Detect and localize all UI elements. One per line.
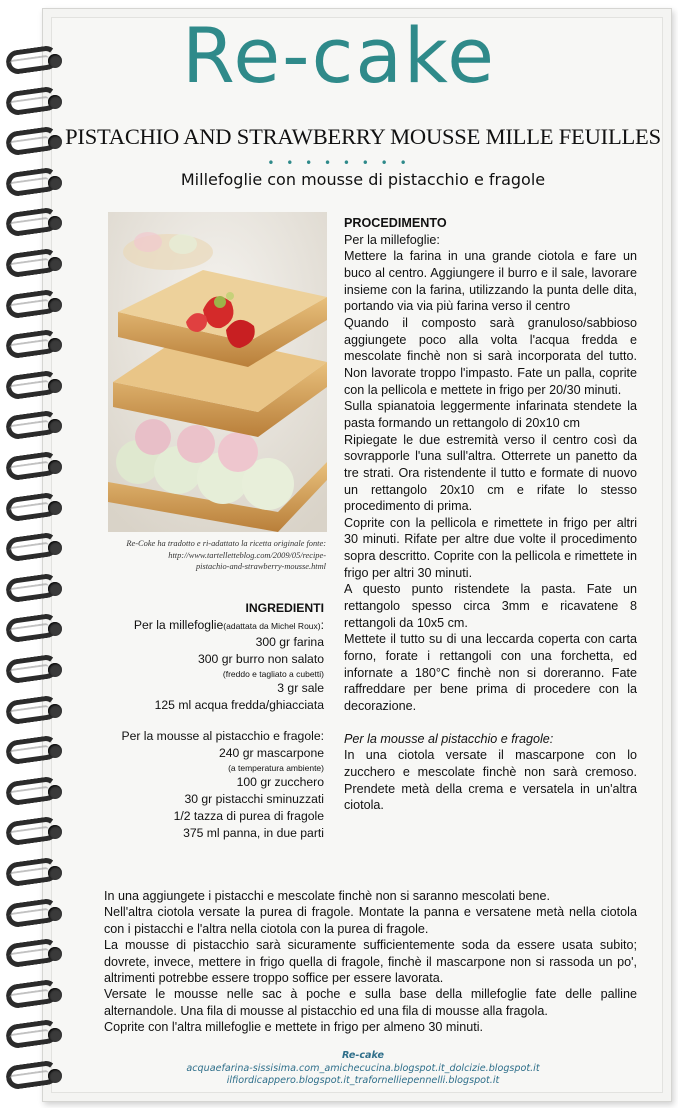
procedure-continued (104, 888, 637, 1036)
binding-hole (48, 582, 62, 596)
ingredient-item: 300 gr burro non salato (197, 652, 324, 666)
footer-brand: Re-cake (341, 1050, 385, 1061)
binding-hole (48, 501, 62, 515)
binding-hole (48, 257, 62, 271)
ingredient-item: 100 gr zucchero (236, 775, 324, 789)
procedure-paragraph: Versate le mousse nelle sac à poche e sulla base della millefoglie fate delle palline alternandole. Una fila di mousse al pistacchio ed una fila di mousse alla fragola. (104, 987, 637, 1018)
binding-hole (48, 907, 62, 921)
procedure-paragraph: La mousse di pistacchio sarà sicuramente sufficientemente soda da essere usata subito; dovrete, invece, mettere in frigo quella di fragole, finchè il mascarpone non si rassoda un po', altrimenti potrebbe essere troppo soffice per essere lavorata. (104, 938, 637, 986)
millefoglie-colon: : (320, 618, 324, 632)
binding-hole (48, 419, 62, 433)
procedure-paragraph: Sulla spianatoia leggermente infarinata stendete la pasta formando un rettangolo di 20x10 cm (344, 399, 637, 430)
binding-hole (48, 95, 62, 109)
mousse-procedure-subheading: Per la mousse al pistacchio e fragole: (344, 731, 554, 746)
procedure-subheading: Per la millefoglie: (344, 232, 440, 247)
ingredient-item: 30 gr pistacchi sminuzzati (184, 792, 324, 806)
procedure-paragraph: A questo punto ristendete la pasta. Fate un rettangolo spesso circa 3mm e ricavatene 8 rettangoli da 10x5 cm. (344, 582, 637, 630)
binding-hole (48, 988, 62, 1002)
title-divider: • • • • • • • • (267, 156, 411, 170)
ingredients-section (100, 600, 324, 842)
caption-line: Re-Coke ha tradotto e ri-adattato la ricetta originale fonte: (126, 539, 326, 548)
ingredient-item: 3 gr sale (277, 681, 324, 695)
procedure-paragraph: Nell'altra ciotola versate la purea di fragole. Montate la panna e versatene metà nella ciotola con i pistacchi e l'altra nella ciotola con la purea di fragole. (104, 905, 637, 936)
caption-source-link[interactable]: pistachio-and-strawberry-mousse.html (195, 562, 326, 571)
ingredient-item: 125 ml acqua fredda/ghiacciata (154, 698, 324, 712)
procedure-paragraph: Mettere la farina in una grande ciotola e fare un buco al centro. Aggiungere il burro e il sale, lavorare insieme con la farina, utilizzando la punta delle dita, portando via via più farina verso il centro (344, 249, 637, 314)
millefoglie-note: (adattata da Michel Roux) (223, 621, 321, 631)
photo-caption (100, 538, 326, 573)
binding-hole (48, 379, 62, 393)
binding-hole (48, 1028, 62, 1042)
procedure-section (344, 215, 637, 814)
procedure-heading: PROCEDIMENTO (344, 216, 447, 230)
mille-feuille-illustration (108, 212, 327, 532)
procedure-paragraph: Coprite con l'altra millefoglie e mettete in frigo per almeno 30 minuti. (104, 1020, 483, 1035)
binding-hole (48, 298, 62, 312)
ingredient-item: 240 gr mascarpone (218, 746, 324, 760)
binding-hole (48, 866, 62, 880)
binding-hole (48, 622, 62, 636)
ingredient-item: 375 ml panna, in due parti (183, 826, 324, 840)
procedure-paragraph: Ripiegate le due estremità verso il centro così da sovrapporle l'una sull'altra. Otterrete un panetto da tre strati. Ora ristendente il tutto e formate di nuovo un rettangolo 20x10 cm e rifate lo stesso procedimento di prima. (344, 432, 637, 514)
binding-hole (48, 541, 62, 555)
caption-source-link[interactable]: http://www.tartelletteblog.com/2009/05/recipe- (168, 550, 326, 560)
ingredient-note: (freddo e tagliato a cubetti) (222, 669, 324, 679)
ingredient-item: 1/2 tazza di purea di fragole (173, 809, 324, 823)
footer-blog-links[interactable]: acquaefarina-sissisima.com_amichecucina.blogspot.it_dolcizie.blogspot.it (186, 1062, 540, 1074)
binding-hole (48, 947, 62, 961)
binding-hole (48, 704, 62, 718)
procedure-paragraph: Mettete il tutto su di una leccarda coperta con carta forno, forate i rettangoli con una forchetta, ed infornate a 180°C finchè non si doreranno. Fate raffreddare per bene prima di procedere con la decorazione. (344, 632, 637, 714)
binding-hole (48, 663, 62, 677)
binding-hole (48, 460, 62, 474)
footer-blog-links[interactable]: ilfiordicappero.blogspot.it_trafornelliepennelli.blogspot.it (226, 1075, 500, 1086)
ingredient-item: 300 gr farina (255, 635, 324, 649)
binding-hole (48, 338, 62, 352)
procedure-paragraph: Coprite con la pellicola e rimettete in frigo per altri 30 minuti. Rifate per altre due volte il procedimento sopra descritto. Coprite con la pellicola e rimettete in frigo per altri 30 minuti. (344, 515, 637, 580)
binding-hole (48, 785, 62, 799)
binding-hole (48, 744, 62, 758)
millefoglie-ingredients-title (100, 617, 324, 634)
ingredients-heading: INGREDIENTI (245, 601, 324, 615)
procedure-paragraph: Quando il composto sarà granuloso/sabbioso aggiungete poco alla volta l'acqua fredda e mescolate finchè non si sarà incorporata del tutto. Non lavorate troppo l'impasto. Fate un palla, coprite con la pellicola e mettete in frigo per 20/30 minuti. (344, 315, 637, 397)
recipe-photo (108, 212, 327, 532)
brand-logo: Re-cake (182, 11, 496, 100)
millefoglie-title: Per la millefoglie (133, 618, 224, 632)
ingredient-note: (a temperatura ambiente) (228, 763, 324, 773)
recipe-title-english: PISTACHIO AND STRAWBERRY MOUSSE MILLE FEUILLES (65, 124, 661, 149)
procedure-paragraph: In una ciotola versate il mascarpone con lo zucchero e mescolate finchè non sarà cremoso. Prendete metà della crema e versatela in un'altra ciotola. (344, 748, 637, 813)
binding-hole (48, 216, 62, 230)
footer-credits (60, 1050, 666, 1088)
binding-hole (48, 825, 62, 839)
procedure-paragraph: In una aggiungete i pistacchi e mescolate finchè non si saranno mescolati bene. (104, 889, 550, 903)
mousse-ingredients-title: Per la mousse al pistacchio e fragole: (121, 729, 324, 743)
recipe-title-italian: Millefoglie con mousse di pistacchio e fragole (180, 170, 546, 189)
